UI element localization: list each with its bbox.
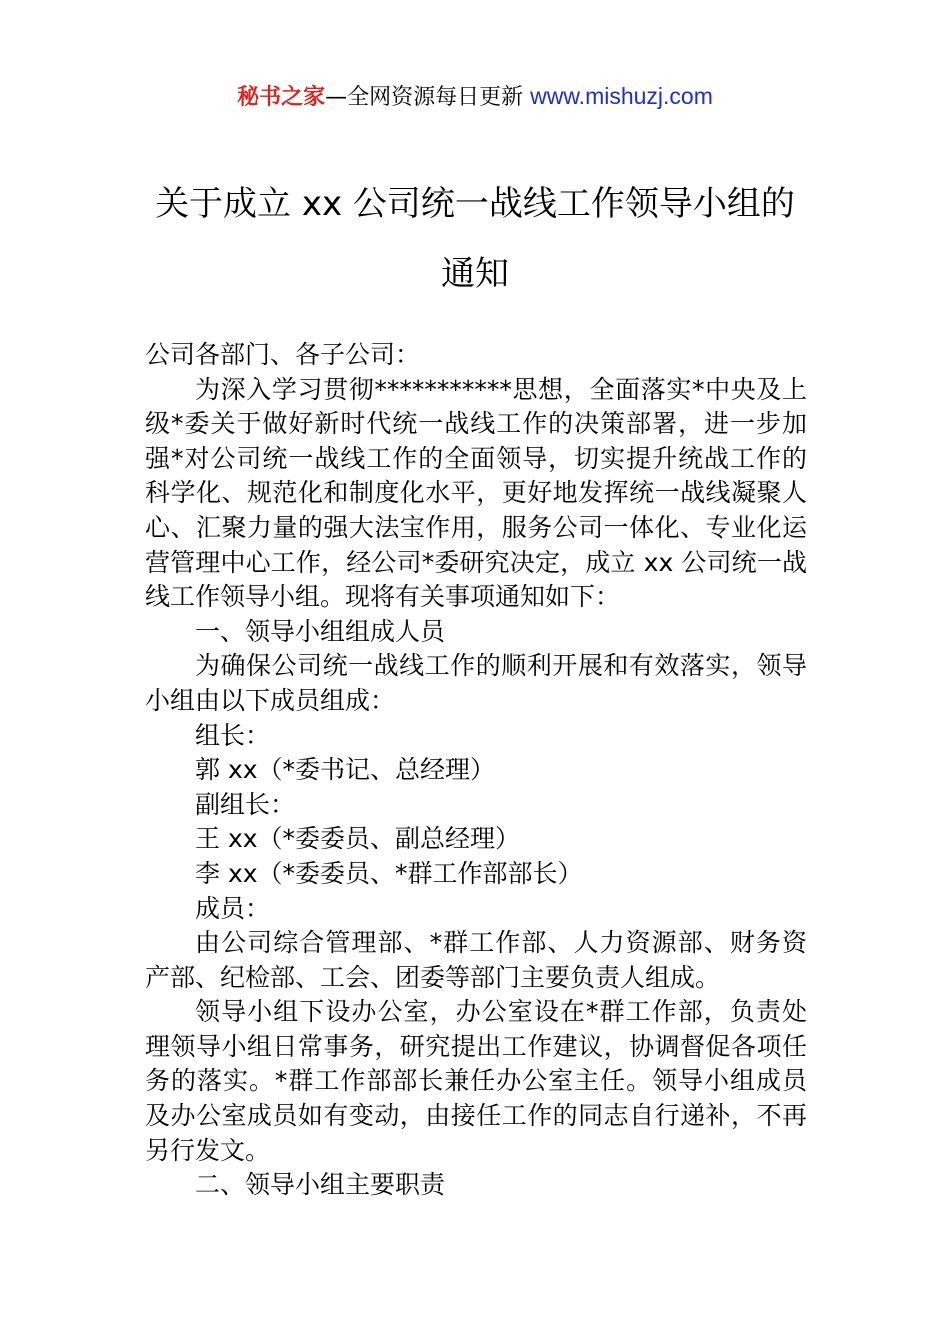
paragraph-intro: 为深入学习贯彻***********思想，全面落实*中央及上级*委关于做好新时代统一战线工作的决策部署，进一步加强*对公司统一战线工作的全面领导，切实提升统战工作的科学化、规范化和制度化水平，更好地发挥统一战线凝聚人心、汇聚力量的强大法宝作用，服务公司一体化、专业化运营管理中心工作，经公司*委研究决定，成立 xx 公司统一战线工作领导小组。现将有关事项通知如下： [145, 374, 807, 612]
site-url-link[interactable]: www.mishuzj.com [530, 83, 713, 109]
role-label-members: 成员： [195, 893, 271, 923]
role-label-deputy: 副组长： [195, 789, 296, 819]
document-title-line-2: 通知 [441, 254, 509, 294]
site-slogan: —全网资源每日更新 [325, 85, 531, 110]
member-leader: 郭 xx（*委书记、总经理） [195, 755, 496, 785]
site-brand: 秘书之家 [237, 85, 326, 110]
document-title-line-1: 关于成立 xx 公司统一战线工作领导小组的 [155, 184, 795, 224]
section-heading-1: 一、领导小组组成人员 [195, 616, 446, 646]
site-header [0, 80, 950, 114]
paragraph-office: 领导小组下设办公室，办公室设在*群工作部，负责处理领导小组日常事务，研究提出工作建议，协调督促各项任务的落实。*群工作部部长兼任办公室主任。领导小组成员及办公室成员如有变动，由接任工作的同志自行递补，不再另行发文。 [145, 997, 807, 1165]
paragraph-composition: 为确保公司统一战线工作的顺利开展和有效落实，领导小组由以下成员组成： [145, 651, 807, 715]
role-label-leader: 组长： [195, 720, 271, 750]
document-body [145, 338, 807, 1203]
section-heading-2: 二、领导小组主要职责 [195, 1170, 446, 1200]
paragraph-members: 由公司综合管理部、*群工作部、人力资源部、财务资产部、纪检部、工会、团委等部门主要负责人组成。 [145, 928, 807, 992]
member-deputy-2: 李 xx（*委委员、*群工作部部长） [195, 858, 583, 888]
member-deputy-1: 王 xx（*委委员、副总经理） [195, 824, 521, 854]
salutation: 公司各部门、各子公司： [145, 340, 421, 369]
